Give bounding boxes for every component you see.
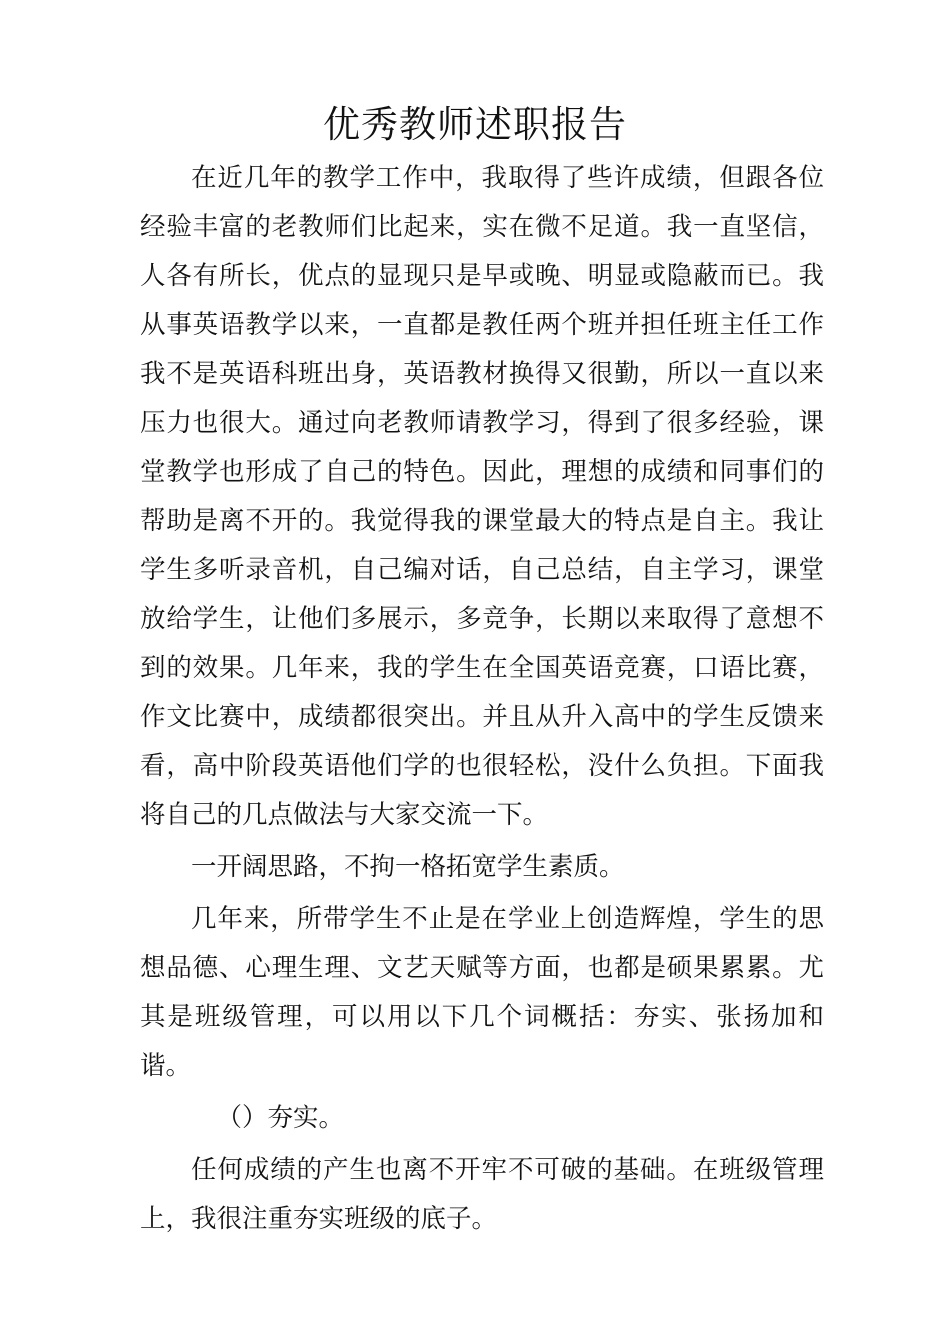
document-body [140, 154, 824, 1244]
paragraph-section-heading: 一开阔思路，不拘一格拓宽学生素质。 [191, 852, 625, 882]
paragraph-subheading: （）夯实。 [216, 1103, 345, 1133]
document-title: 优秀教师述职报告 [323, 103, 627, 146]
paragraph-achievements: 几年来，所带学生不止是在学业上创造辉煌，学生的思想品德、心理生理、文艺天赋等方面，也都是硕果累累。尤其是班级管理，可以用以下几个词概括：夯实、张扬加和谐。 [140, 904, 824, 1081]
paragraph-intro: 在近几年的教学工作中，我取得了些许成绩，但跟各位经验丰富的老教师们比起来，实在微不足道。我一直坚信，人各有所长，优点的显现只是早或晚、明显或隐蔽而已。我从事英语教学以来，一直都是教任两个班并担任班主任工作我不是英语科班出身，英语教材换得又很勤，所以一直以来压力也很大。通过向老教师请教学习，得到了很多经验，课堂教学也形成了自己的特色。因此，理想的成绩和同事们的帮助是离不开的。我觉得我的课堂最大的特点是自主。我让学生多听录音机，自己编对话，自己总结，自主学习，课堂放给学生，让他们多展示，多竞争，长期以来取得了意想不到的效果。几年来，我的学生在全国英语竞赛，口语比赛，作文比赛中，成绩都很突出。并且从升入高中的学生反馈来看，高中阶段英语他们学的也很轻松，没什么负担。下面我将自己的几点做法与大家交流一下。 [140, 163, 824, 830]
paragraph-foundation: 任何成绩的产生也离不开牢不可破的基础。在班级管理上，我很注重夯实班级的底子。 [140, 1155, 824, 1234]
